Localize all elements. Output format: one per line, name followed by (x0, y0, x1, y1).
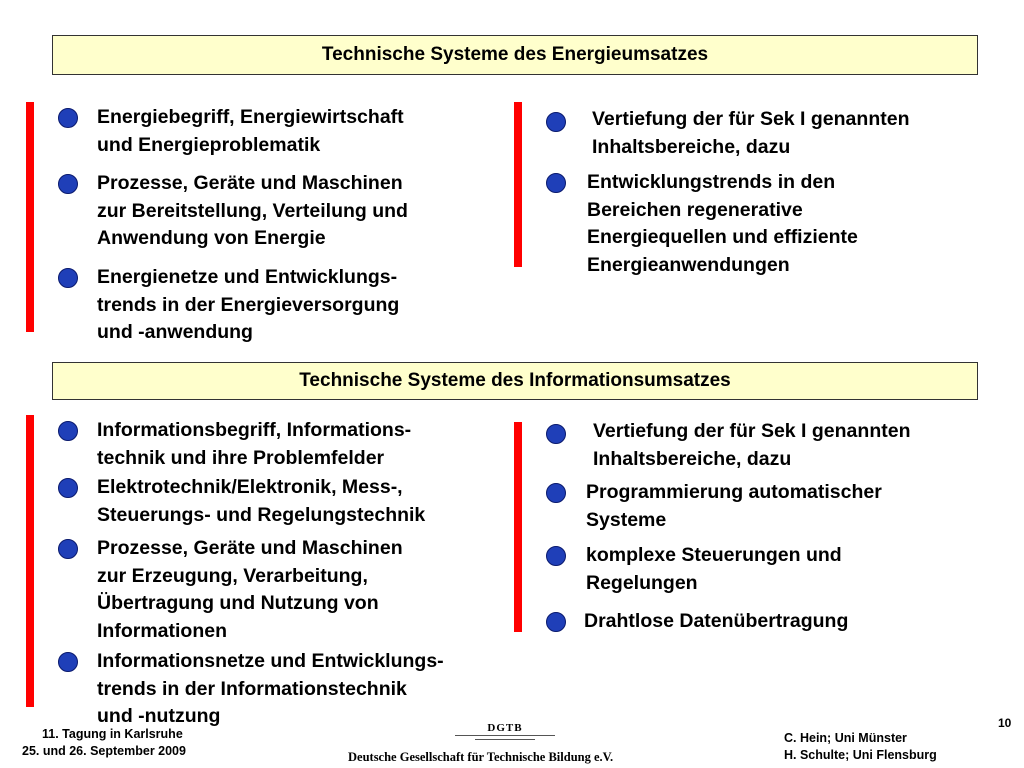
section-title-energy: Technische Systeme des Energieumsatzes (52, 35, 978, 75)
bullet-icon (58, 652, 78, 672)
bullet-icon (58, 174, 78, 194)
energy-right-item-1: Vertiefung der für Sek I genannten Inhaltsbereiche, dazu (592, 108, 910, 158)
red-bar-information-right (514, 422, 522, 632)
energy-right-item-2: Entwicklungstrends in den Bereichen regenerative Energiequellen und effiziente Energieanwendungen (587, 171, 858, 276)
information-left-item-4: Informationsnetze und Entwicklungs- trends in der Informationstechnik und -nutzung (97, 650, 444, 727)
information-right-item-3: komplexe Steuerungen und Regelungen (586, 544, 842, 594)
energy-left-item-1: Energiebegriff, Energiewirtschaft und Energieproblematik (97, 106, 404, 156)
bullet-icon (546, 483, 566, 503)
bullet-icon (58, 539, 78, 559)
information-left-item-3: Prozesse, Geräte und Maschinen zur Erzeugung, Verarbeitung, Übertragung und Nutzung von Informationen (97, 537, 403, 642)
dgtb-logo (455, 722, 555, 748)
section-title-information: Technische Systeme des Informationsumsatzes (52, 362, 978, 400)
energy-left-item-2: Prozesse, Geräte und Maschinen zur Bereitstellung, Verteilung und Anwendung von Energie (97, 172, 408, 249)
bullet-icon (546, 112, 566, 132)
bullet-icon (58, 268, 78, 288)
footer-event-date: 25. und 26. September 2009 (22, 744, 186, 758)
bullet-icon (546, 173, 566, 193)
page-number: 10 (998, 716, 1012, 730)
footer-author-1: C. Hein; Uni Münster (784, 731, 907, 745)
bullet-icon (58, 421, 78, 441)
footer-organization: Deutsche Gesellschaft für Technische Bildung e.V. (348, 750, 614, 764)
bullet-icon (58, 108, 78, 128)
information-left-item-2: Elektrotechnik/Elektronik, Mess-, Steuerungs- und Regelungstechnik (97, 476, 426, 526)
red-bar-energy-right (514, 102, 522, 267)
red-bar-energy-left (26, 102, 34, 332)
information-right-item-4: Drahtlose Datenübertragung (584, 610, 849, 632)
dgtb-logo-text: DGTB (487, 722, 523, 734)
footer-author-2: H. Schulte; Uni Flensburg (784, 748, 937, 762)
information-right-item-1: Vertiefung der für Sek I genannten Inhaltsbereiche, dazu (593, 420, 911, 470)
energy-left-item-3: Energienetze und Entwicklungs- trends in der Energieversorgung und -anwendung (97, 266, 400, 343)
logo-line-bottom (475, 739, 535, 740)
footer-event-name: 11. Tagung in Karlsruhe (42, 727, 183, 741)
logo-line-top (455, 735, 555, 736)
information-right-item-2: Programmierung automatischer Systeme (586, 481, 882, 531)
bullet-icon (546, 424, 566, 444)
bullet-icon (58, 478, 78, 498)
bullet-icon (546, 612, 566, 632)
red-bar-information-left (26, 415, 34, 707)
information-left-item-1: Informationsbegriff, Informations- technik und ihre Problemfelder (97, 419, 412, 469)
bullet-icon (546, 546, 566, 566)
